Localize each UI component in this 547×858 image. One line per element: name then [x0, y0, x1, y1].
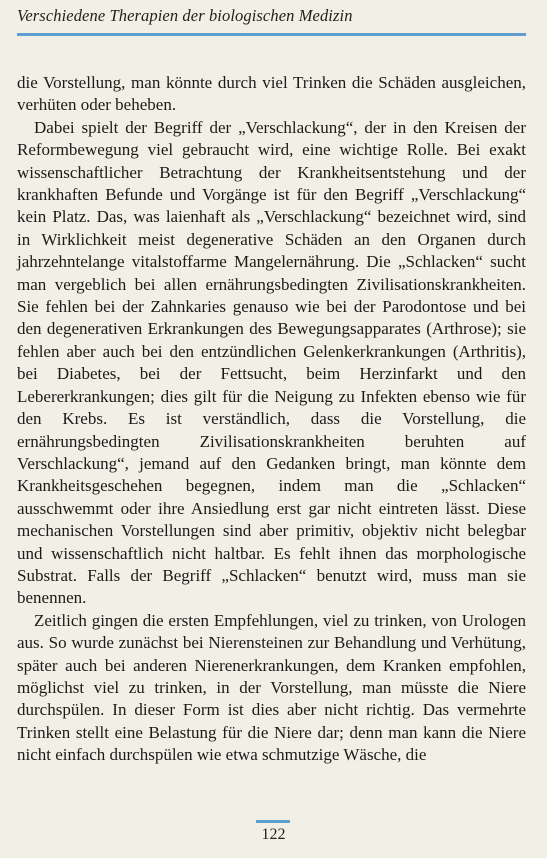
body-text [17, 72, 526, 767]
page-number: 122 [261, 826, 286, 843]
paragraph-3: Zeitlich gingen die ersten Empfehlungen, viel zu trinken, von Urologen aus. So wurde zunächst bei Nierensteinen zur Behandlung und Verhütung, später auch bei anderen Nierenerkrankungen, dem Kranken empfohlen, möglichst viel zu trinken, in der Vorstellung, man müsste die Niere durchspülen. In dieser Form ist dies aber nicht richtig. Das vermehrte Trinken stellt eine Belastung für die Niere dar; denn man kann die Niere nicht einfach durchspülen wie etwa schmutzige Wäsche, die [17, 610, 526, 765]
footer-rule [256, 820, 290, 823]
running-head: Verschiedene Therapien der biologischen Medizin [17, 6, 353, 25]
paragraph-2: Dabei spielt der Begriff der „Verschlackung“, der in den Kreisen der Reformbewegung viel gebraucht wird, eine wichtige Rolle. Bei exakt wissenschaftlicher Betrachtung der Krankheitsentstehung und der krankhaften Befunde und Vorgänge ist für den Begriff „Verschlackung“ kein Platz. Das, was laienhaft als „Verschlackung“ bezeichnet wird, sind in Wirklichkeit meist degenerative Schäden an den Organen durch jahrzehntelange vitalstoffarme Mangelernährung. Die „Schlacken“ sucht man vergeblich bei allen ernährungsbedingten Zivilisationskrankheiten. Sie fehlen bei der Zahnkaries genauso wie bei der Parodontose und bei den degenerativen Erkrankungen des Bewegungsapparates (Arthrose); sie fehlen aber auch bei den entzündlichen Gelenkerkrankungen (Arthritis), bei Diabetes, bei der Fettsucht, beim Herzinfarkt und den Lebererkrankungen; dies gilt für die Neigung zu Infekten ebenso wie für den Krebs. Es ist verständlich, dass die Vorstellung, die ernährungsbedingten Zivilisationskrankheiten beruhten auf Verschlackung“, jemand auf den Gedanken bringt, man könnte dem Krankheitsgeschehen begegnen, indem man die „Schlacken“ ausschwemmt oder ihre Ansiedlung erst gar nicht eintreten lässt. Diese mechanischen Vorstellungen sind aber primitiv, objektiv nicht belegbar und wissenschaftlich nicht haltbar. Es fehlt ihnen das morphologische Substrat. Falls der Begriff „Schlacken“ benutzt wird, muss man sie benennen. [17, 117, 526, 608]
header-rule [17, 33, 526, 36]
paragraph-1: die Vorstellung, man könnte durch viel Trinken die Schäden ausgleichen, verhüten oder beheben. [17, 73, 526, 115]
